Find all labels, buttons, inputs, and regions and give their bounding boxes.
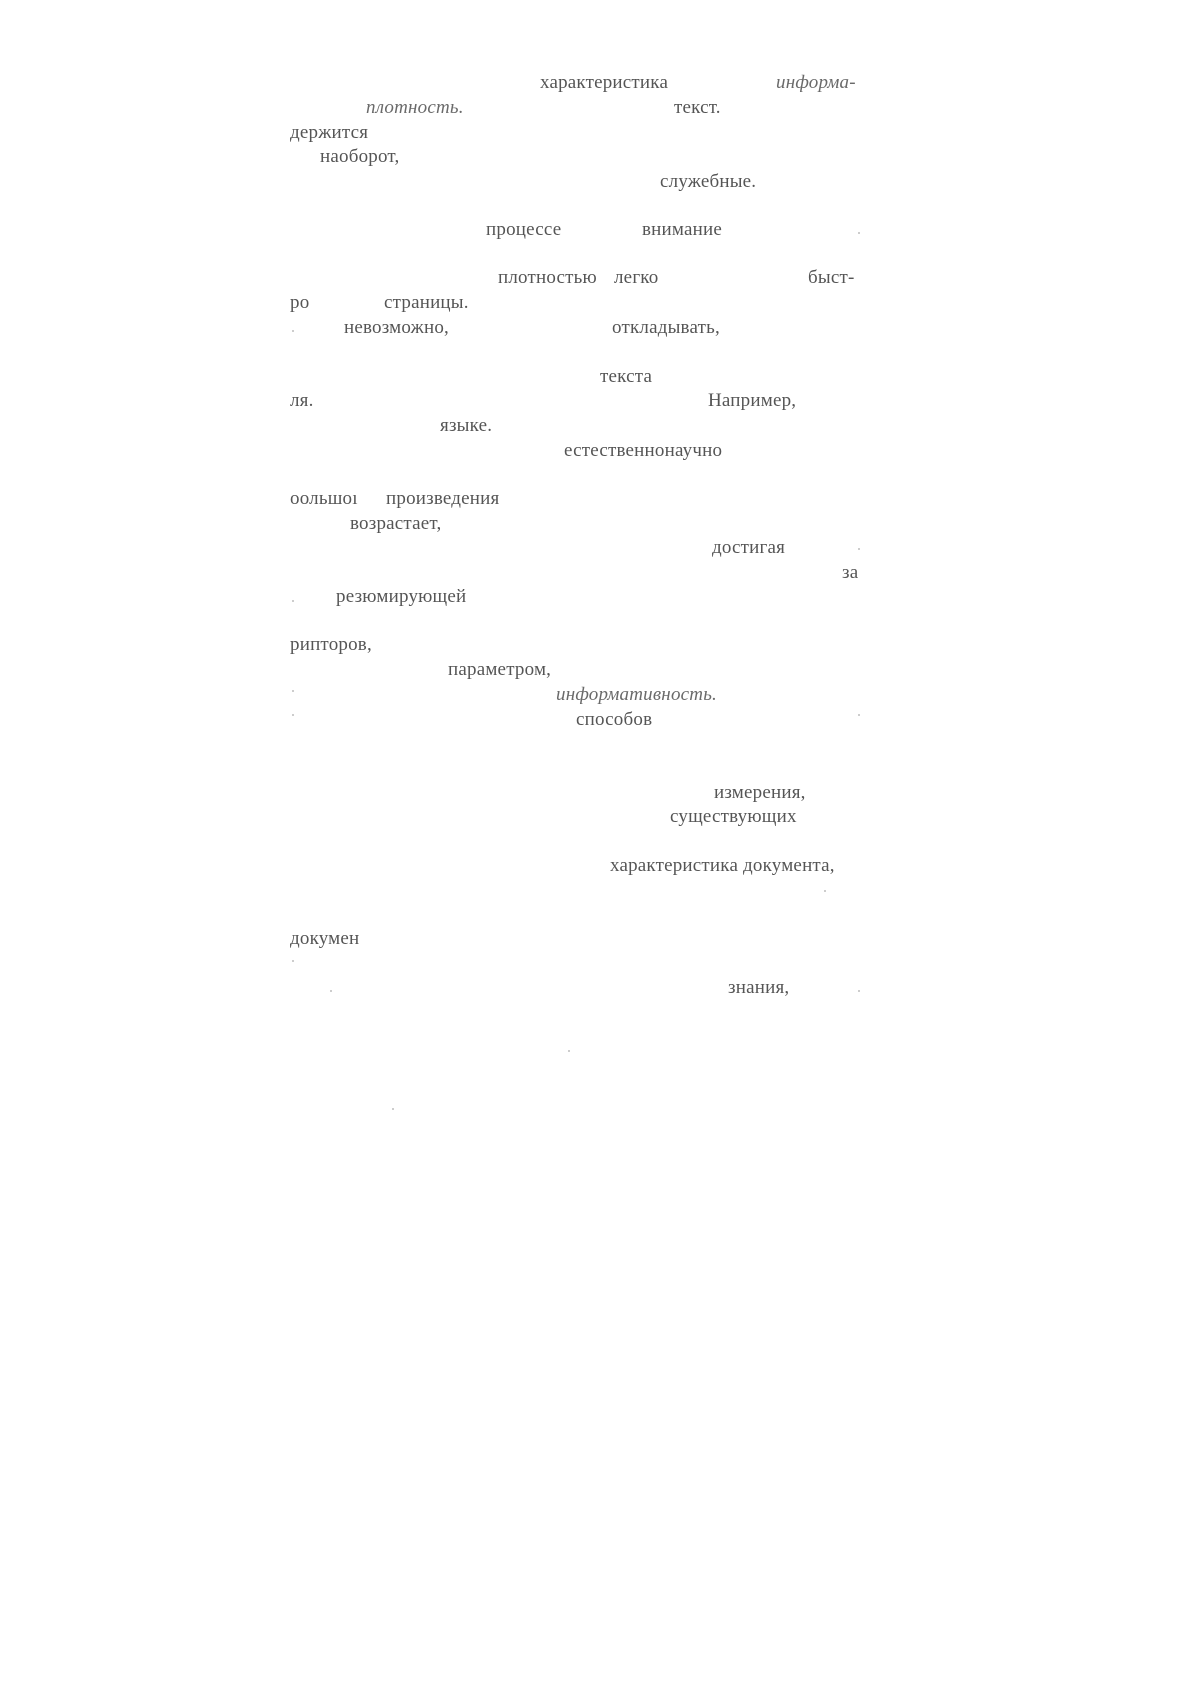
word: информативность. — [556, 684, 717, 705]
word: языке. — [440, 415, 493, 436]
scan-speck — [292, 690, 294, 692]
word: наоборот, — [320, 146, 400, 167]
word: плотностью — [498, 267, 597, 288]
word: за — [842, 562, 859, 583]
scan-speck — [858, 232, 860, 234]
scan-speck — [858, 990, 860, 992]
scan-speck — [858, 714, 860, 716]
word: Например, — [708, 390, 797, 411]
word: ро — [290, 292, 310, 313]
word: текст. — [674, 97, 721, 118]
word: внимание — [642, 219, 723, 240]
scan-speck — [292, 714, 294, 716]
scan-speck — [292, 960, 294, 962]
word: произведения — [386, 488, 500, 509]
word: плотность. — [366, 97, 464, 118]
word: легко — [614, 267, 659, 288]
word: характеристика — [540, 72, 669, 93]
scan-speck — [392, 1108, 394, 1110]
word: естественнонаучно — [564, 440, 723, 461]
scan-speck — [292, 600, 294, 602]
word: знания, — [728, 977, 790, 998]
scan-speck — [330, 990, 332, 992]
word: ля. — [290, 390, 314, 411]
word: оольшоı — [290, 488, 358, 509]
word: резюмирующей — [336, 586, 467, 607]
word: держится — [290, 122, 369, 143]
word: параметром, — [448, 659, 552, 680]
word: характеристика документа, — [610, 855, 835, 876]
word: возрастает, — [350, 513, 442, 534]
word: достигая — [712, 537, 786, 558]
word: существующих — [670, 806, 797, 827]
scan-speck — [858, 548, 860, 550]
word: способов — [576, 709, 653, 730]
scan-speck — [824, 890, 826, 892]
word: текста — [600, 366, 653, 387]
word: страницы. — [384, 292, 469, 313]
word: докумен — [290, 928, 360, 949]
word: служебные. — [660, 171, 757, 192]
word: невозможно, — [344, 317, 449, 338]
word: информа- — [776, 72, 856, 93]
scan-speck — [292, 330, 294, 332]
scan-speck — [568, 1050, 570, 1052]
word: быст- — [808, 267, 855, 288]
word: измерения, — [714, 782, 806, 803]
word: процессе — [486, 219, 562, 240]
word: откладывать, — [612, 317, 720, 338]
word: рипторов, — [290, 634, 372, 655]
